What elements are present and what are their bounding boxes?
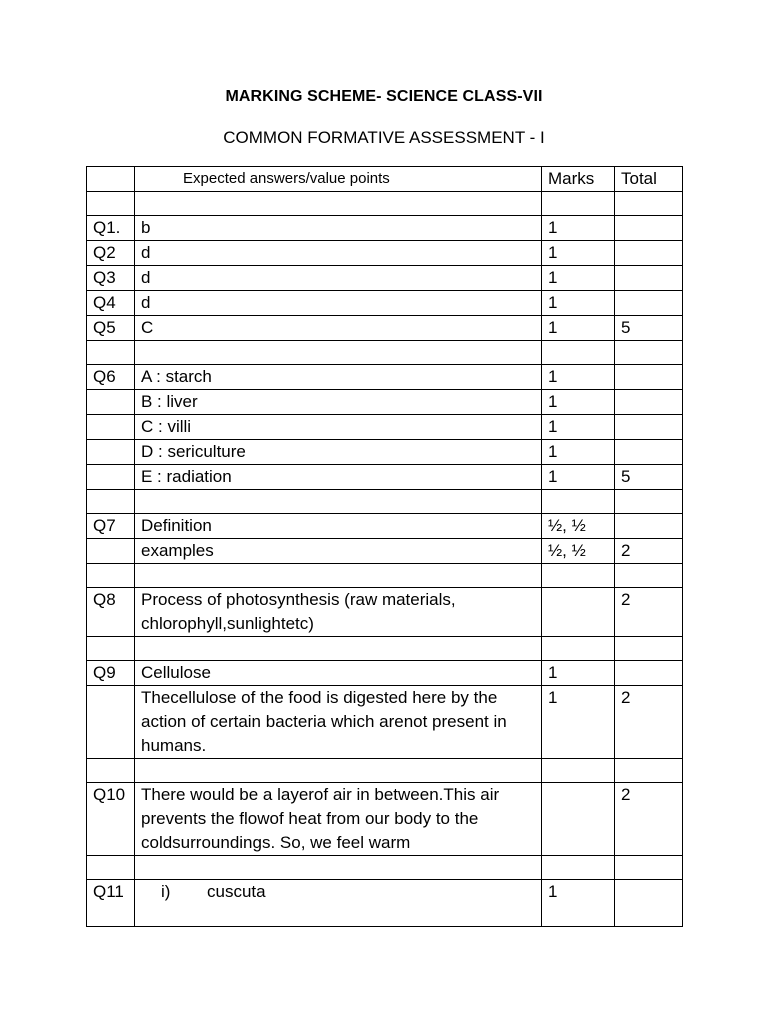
sub-item-answer: cuscuta <box>207 882 266 901</box>
answer-cell <box>135 856 542 880</box>
question-cell <box>87 856 135 880</box>
marks-cell <box>542 192 615 216</box>
answer-cell: Process of photosynthesis (raw materials, chlorophyll,sunlightetc) <box>135 588 542 637</box>
marks-cell: 1 <box>542 216 615 241</box>
answer-cell: d <box>135 291 542 316</box>
table-row <box>87 880 683 927</box>
table-row <box>87 341 683 365</box>
total-cell <box>615 241 683 266</box>
question-cell: Q2 <box>87 241 135 266</box>
total-cell: 5 <box>615 465 683 490</box>
question-cell <box>87 564 135 588</box>
answer-cell: d <box>135 241 542 266</box>
answer-cell: Thecellulose of the food is digested here by the action of certain bacteria which arenot present in humans. <box>135 686 542 759</box>
header-marks: Marks <box>542 167 615 192</box>
table-row <box>87 266 683 291</box>
table-row <box>87 440 683 465</box>
marking-scheme-table <box>86 166 683 927</box>
header-question <box>87 167 135 192</box>
answer-cell <box>135 490 542 514</box>
answer-cell: There would be a layerof air in between.This air prevents the flowof heat from our body to the coldsurroundings. So, we feel warm <box>135 783 542 856</box>
question-cell <box>87 192 135 216</box>
total-cell <box>615 341 683 365</box>
marks-cell: 1 <box>542 316 615 341</box>
question-cell: Q11 <box>87 880 135 927</box>
total-cell: 2 <box>615 783 683 856</box>
total-cell <box>615 192 683 216</box>
table-row <box>87 465 683 490</box>
table-row <box>87 490 683 514</box>
table-row <box>87 564 683 588</box>
table-row <box>87 514 683 539</box>
header-answers <box>135 167 542 192</box>
table-row <box>87 390 683 415</box>
question-cell: Q10 <box>87 783 135 856</box>
marks-cell: 1 <box>542 241 615 266</box>
table-row <box>87 539 683 564</box>
total-cell <box>615 440 683 465</box>
answer-cell: Cellulose <box>135 661 542 686</box>
total-cell <box>615 390 683 415</box>
table-row <box>87 291 683 316</box>
total-cell <box>615 514 683 539</box>
marks-cell <box>542 783 615 856</box>
total-cell <box>615 365 683 390</box>
marks-cell <box>542 341 615 365</box>
total-cell <box>615 856 683 880</box>
marks-cell <box>542 637 615 661</box>
marks-cell: 1 <box>542 661 615 686</box>
answer-cell: B : liver <box>135 390 542 415</box>
question-cell: Q8 <box>87 588 135 637</box>
total-cell <box>615 216 683 241</box>
table-row <box>87 856 683 880</box>
question-cell <box>87 539 135 564</box>
question-cell <box>87 415 135 440</box>
marks-cell: 1 <box>542 440 615 465</box>
total-cell: 2 <box>615 588 683 637</box>
marks-cell <box>542 564 615 588</box>
table-row <box>87 316 683 341</box>
total-cell <box>615 637 683 661</box>
question-cell <box>87 390 135 415</box>
marks-cell: ½, ½ <box>542 539 615 564</box>
question-cell <box>87 341 135 365</box>
marks-cell: 1 <box>542 266 615 291</box>
header-answers-text: xpected answers/value points <box>193 170 390 187</box>
question-cell <box>87 759 135 783</box>
question-cell: Q1. <box>87 216 135 241</box>
table-row <box>87 637 683 661</box>
question-cell: Q4 <box>87 291 135 316</box>
total-cell <box>615 490 683 514</box>
question-cell <box>87 637 135 661</box>
sub-item-numeral: i) <box>161 882 171 901</box>
marks-cell: 1 <box>542 291 615 316</box>
marks-cell: ½, ½ <box>542 514 615 539</box>
answer-cell: examples <box>135 539 542 564</box>
question-cell <box>87 465 135 490</box>
total-cell <box>615 266 683 291</box>
table-row <box>87 216 683 241</box>
marks-cell <box>542 856 615 880</box>
total-cell <box>615 759 683 783</box>
answer-cell: E : radiation <box>135 465 542 490</box>
header-total: Total <box>615 167 683 192</box>
table-row <box>87 588 683 637</box>
answer-cell <box>135 564 542 588</box>
table-row <box>87 783 683 856</box>
answer-cell <box>135 880 542 927</box>
header-answers-initial: E <box>183 170 194 187</box>
answer-cell: C <box>135 316 542 341</box>
marks-cell <box>542 759 615 783</box>
table-row <box>87 415 683 440</box>
question-cell: Q5 <box>87 316 135 341</box>
total-cell <box>615 564 683 588</box>
question-cell <box>87 440 135 465</box>
answer-cell: C : villi <box>135 415 542 440</box>
answer-cell: A : starch <box>135 365 542 390</box>
question-cell <box>87 490 135 514</box>
table-header-row <box>87 167 683 192</box>
marks-cell <box>542 490 615 514</box>
marks-cell: 1 <box>542 686 615 759</box>
answer-cell <box>135 759 542 783</box>
total-cell <box>615 415 683 440</box>
marks-cell: 1 <box>542 880 615 927</box>
total-cell: 2 <box>615 539 683 564</box>
question-cell <box>87 686 135 759</box>
total-cell: 5 <box>615 316 683 341</box>
table-row <box>87 241 683 266</box>
table-row <box>87 661 683 686</box>
question-cell: Q3 <box>87 266 135 291</box>
total-cell: 2 <box>615 686 683 759</box>
table-row <box>87 686 683 759</box>
total-cell <box>615 291 683 316</box>
marks-cell: 1 <box>542 390 615 415</box>
total-cell <box>615 880 683 927</box>
answer-cell: D : sericulture <box>135 440 542 465</box>
marks-cell: 1 <box>542 365 615 390</box>
marks-cell: 1 <box>542 415 615 440</box>
table-row <box>87 759 683 783</box>
answer-cell <box>135 637 542 661</box>
answer-cell: b <box>135 216 542 241</box>
document-subtitle: COMMON FORMATIVE ASSESSMENT - I <box>223 128 545 147</box>
question-cell: Q9 <box>87 661 135 686</box>
table-row <box>87 365 683 390</box>
marks-cell <box>542 588 615 637</box>
answer-cell: Definition <box>135 514 542 539</box>
answer-cell <box>135 341 542 365</box>
question-cell: Q7 <box>87 514 135 539</box>
total-cell <box>615 661 683 686</box>
question-cell: Q6 <box>87 365 135 390</box>
marks-cell: 1 <box>542 465 615 490</box>
answer-cell: d <box>135 266 542 291</box>
table-row <box>87 192 683 216</box>
document-title: MARKING SCHEME- SCIENCE CLASS-VII <box>225 88 543 105</box>
answer-cell <box>135 192 542 216</box>
